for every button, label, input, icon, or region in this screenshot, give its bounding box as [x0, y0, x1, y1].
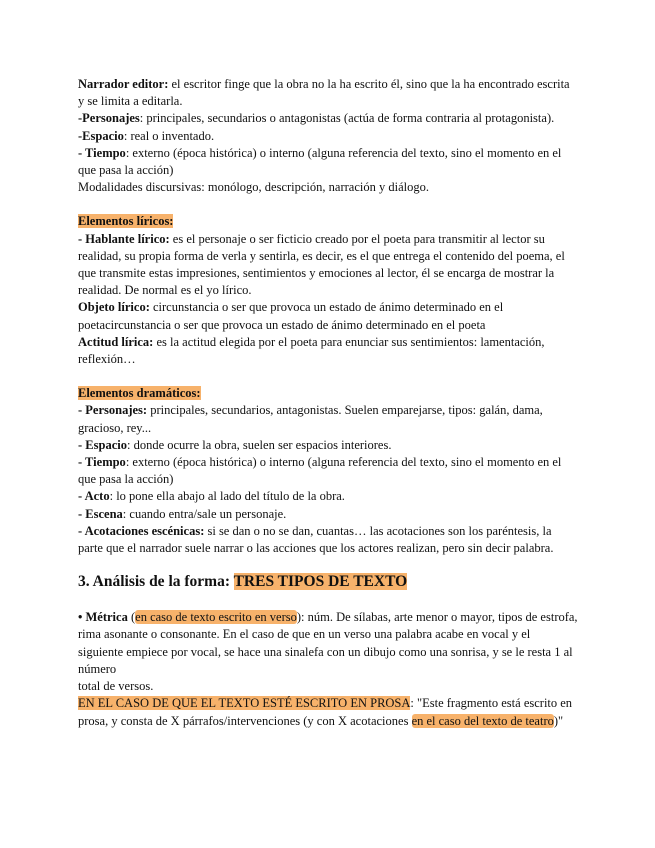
objeto-lirico [78, 299, 578, 333]
d-personajes-text: principales, secundarios, antagonistas. Suelen emparejarse, tipos: galán, dama, gracioso, rey... [78, 403, 543, 435]
prosa-highlight-2: en el caso del texto de teatro [411, 713, 554, 728]
prosa-close: )" [553, 713, 564, 728]
narrativo-espacio [78, 128, 578, 145]
actitud-label: Actitud lírica: [78, 334, 154, 349]
espacio-text: : real o inventado. [123, 128, 215, 143]
escena-text: : cuando entra/sale un personaje. [122, 506, 287, 521]
actitud-text: es la actitud elegida por el poeta para enunciar sus sentimientos: lamentación, reflexión… [78, 334, 545, 367]
d-tiempo-label: - Tiempo [78, 455, 126, 470]
metrica-paragraph [78, 609, 578, 678]
dramatico-personajes [78, 402, 578, 436]
liricos-heading-text: Elementos líricos: [78, 214, 174, 229]
acotaciones-text: si se dan o no se dan, cuantas… las acotaciones son los paréntesis, la parte que el narrador suele narrar o las acciones que los actores realizan, pero sin decir palabra. [78, 523, 554, 556]
metrica-open: ( [127, 610, 136, 625]
d-tiempo-text: : externo (época histórica) o interno (alguna referencia del texto, sino el momento en el que pasa la acción) [78, 455, 562, 487]
hablante-lirico [78, 231, 578, 300]
spacer [78, 368, 578, 385]
d-espacio-label: - Espacio [78, 437, 127, 452]
dramatico-acotaciones [78, 523, 578, 557]
spacer [78, 557, 578, 571]
liricos-heading [78, 213, 578, 230]
hablante-label: - Hablante lírico: [78, 231, 170, 246]
spacer [78, 196, 578, 213]
metrica-label: • Métrica [78, 610, 128, 625]
section-heading-prefix: 3. Análisis de la forma: [78, 573, 234, 591]
metrica-total: total de versos. [78, 679, 154, 694]
d-personajes-label: - Personajes: [78, 403, 148, 418]
tiempo-label: - Tiempo [78, 145, 126, 160]
tiempo-text: : externo (época histórica) o interno (alguna referencia del texto, sino el momento en el que pasa la acción) [78, 145, 562, 178]
personajes-label: -Personajes [78, 111, 140, 126]
metrica-text: ): núm. De sílabas, arte menor o mayor, tipos de estrofa, rima asonante o consonante. En el caso de que en un verso una palabra acabe en vocal y el siguiente empiece por vocal, se hace una sinalefa con un dibujo como una sonrisa, y se le resta 1 al número [78, 610, 578, 676]
dramatico-tiempo [78, 454, 578, 488]
objeto-text: circunstancia o ser que provoca un estado de ánimo determinado en el poetacircunstancia o ser que provoca un estado de ánimo determinado en el poeta [78, 300, 504, 332]
prosa-paragraph [78, 695, 578, 729]
escena-label: - Escena [78, 506, 123, 521]
narrador-label: Narrador editor: [78, 77, 169, 91]
prosa-highlight: EN EL CASO DE QUE EL TEXTO ESTÉ ESCRITO EN PROSA [78, 696, 411, 711]
modalidades-discursivas: Modalidades discursivas: monólogo, descripción, narración y diálogo. [78, 180, 429, 195]
dramaticos-heading [78, 385, 578, 402]
metrica-highlight: en caso de texto escrito en verso [135, 610, 297, 625]
section-heading [78, 571, 578, 593]
acto-label: - Acto [78, 489, 110, 504]
section-heading-highlight: TRES TIPOS DE TEXTO [233, 573, 408, 591]
actitud-lirica [78, 334, 578, 368]
narrador-text: el escritor finge que la obra no la ha escrito él, sino que la ha encontrado escrita y se limita a editarla. [78, 77, 570, 109]
dramatico-escena [78, 506, 578, 523]
dramatico-espacio [78, 437, 578, 454]
acotaciones-label: - Acotaciones escénicas: [78, 523, 205, 538]
personajes-text: : principales, secundarios o antagonistas (actúa de forma contraria al protagonista). [139, 111, 555, 126]
d-espacio-text: : donde ocurre la obra, suelen ser espacios interiores. [126, 437, 392, 452]
document-page [78, 76, 578, 730]
prosa-text: : "Este fragmento está escrito en prosa, y consta de X párrafos/intervenciones (y con X acotaciones [78, 696, 573, 728]
hablante-text: es el personaje o ser ficticio creado por el poeta para transmitir al lector su realidad, su propia forma de verla y sentirla, es decir, es el que entrega el contenido del poema, el que transmite estas impresiones, sentimientos y emociones al lector, él se encarga de mostrar la realidad. De normal es el yo lírico. [78, 231, 565, 298]
spacer [78, 593, 578, 609]
dramatico-acto [78, 488, 578, 505]
acto-text: : lo pone ella abajo al lado del título de la obra. [109, 489, 345, 504]
espacio-label: -Espacio [78, 128, 124, 143]
narrador-paragraph [78, 76, 578, 110]
narrativo-personajes [78, 110, 578, 127]
narrativo-tiempo [78, 145, 578, 179]
dramaticos-heading-text: Elementos dramáticos: [78, 386, 201, 401]
objeto-label: Objeto lírico: [78, 300, 150, 315]
